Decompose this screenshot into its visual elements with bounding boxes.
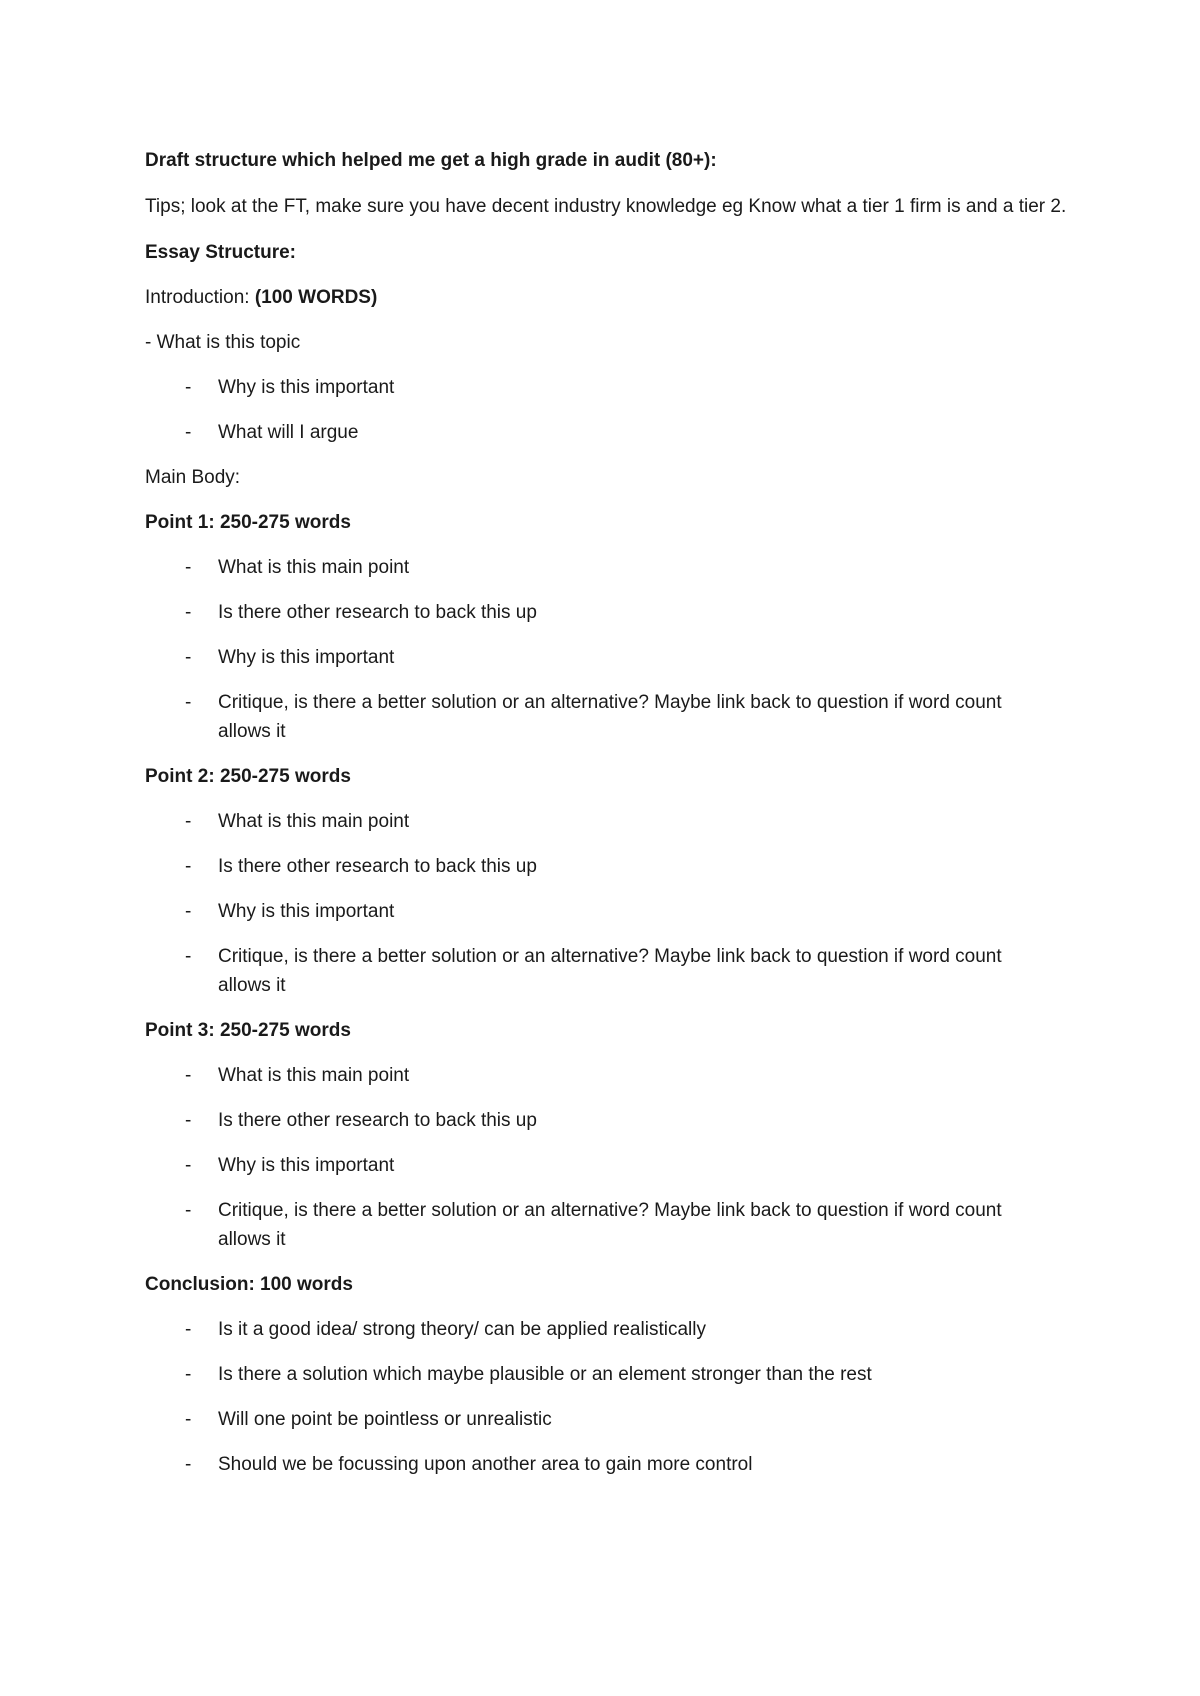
dash-bullet: - [185,811,192,832]
dash-bullet: - [185,647,192,668]
dash-bullet: - [185,602,192,623]
point-3-heading: Point 3: 250-275 words [145,1020,351,1041]
main-body-label: Main Body: [145,467,241,488]
list-item [145,553,1038,582]
list-item-text: Why is this important [218,1155,395,1176]
list-item [145,1405,1038,1434]
list-item-text: What is this main point [218,557,410,578]
dash-bullet: - [185,377,192,398]
introduction-label-text: Introduction: [145,287,255,308]
list-item [145,643,1038,672]
dash-bullet: - [185,1409,192,1430]
list-item-text: Is there other research to back this up [218,1110,537,1131]
list-item [145,1360,1038,1389]
list-item [145,1061,1038,1090]
introduction-first-item: - What is this topic [145,332,301,353]
list-item-text: Why is this important [218,647,395,668]
list-item [145,1151,1038,1180]
list-item-text: Is there other research to back this up [218,602,537,623]
list-item-text: Why is this important [218,901,395,922]
dash-bullet: - [185,1454,192,1475]
dash-bullet: - [185,856,192,877]
list-item-text: What will I argue [218,422,359,443]
introduction-label [145,283,1080,312]
introduction-list [145,373,1080,447]
list-item [145,373,1038,402]
introduction-word-count: (100 WORDS) [254,287,378,308]
list-item [145,942,1038,1000]
tips-paragraph: Tips; look at the FT, make sure you have decent industry knowledge eg Know what a tier 1 firm is and a tier 2. [145,196,1067,217]
list-item-text: Is there a solution which maybe plausible or an element stronger than the rest [218,1364,872,1385]
dash-bullet: - [185,1364,192,1385]
list-item-text: What is this main point [218,811,410,832]
conclusion-list [145,1315,1080,1479]
list-item-text: Critique, is there a better solution or an alternative? Maybe link back to question if word count allows it [218,1200,1002,1250]
list-item-text: Why is this important [218,377,395,398]
dash-bullet: - [185,1110,192,1131]
list-item-text: What is this main point [218,1065,410,1086]
list-item [145,1315,1038,1344]
dash-bullet: - [185,557,192,578]
conclusion-heading: Conclusion: 100 words [145,1274,353,1295]
list-item-text: Critique, is there a better solution or an alternative? Maybe link back to question if word count allows it [218,692,1002,742]
point-1-heading: Point 1: 250-275 words [145,512,351,533]
list-item [145,852,1038,881]
point-1-list [145,553,1080,746]
list-item [145,598,1038,627]
list-item-text: Critique, is there a better solution or an alternative? Maybe link back to question if word count allows it [218,946,1002,996]
point-2-heading: Point 2: 250-275 words [145,766,351,787]
list-item [145,688,1038,746]
list-item [145,1106,1038,1135]
list-item-text: Is there other research to back this up [218,856,537,877]
list-item [145,418,1038,447]
dash-bullet: - [185,1319,192,1340]
dash-bullet: - [185,1155,192,1176]
document-title: Draft structure which helped me get a high grade in audit (80+): [145,150,717,171]
list-item-text: Is it a good idea/ strong theory/ can be applied realistically [218,1319,706,1340]
dash-bullet: - [185,692,192,713]
list-item [145,807,1038,836]
point-2-list [145,807,1080,1000]
essay-structure-heading: Essay Structure: [145,242,297,263]
list-item [145,1196,1038,1254]
list-item-text: Will one point be pointless or unrealistic [218,1409,552,1430]
dash-bullet: - [185,946,192,967]
dash-bullet: - [185,1200,192,1221]
list-item-text: Should we be focussing upon another area to gain more control [218,1454,753,1475]
dash-bullet: - [185,422,192,443]
dash-bullet: - [185,1065,192,1086]
point-3-list [145,1061,1080,1254]
list-item [145,1450,1038,1479]
list-item [145,897,1038,926]
dash-bullet: - [185,901,192,922]
